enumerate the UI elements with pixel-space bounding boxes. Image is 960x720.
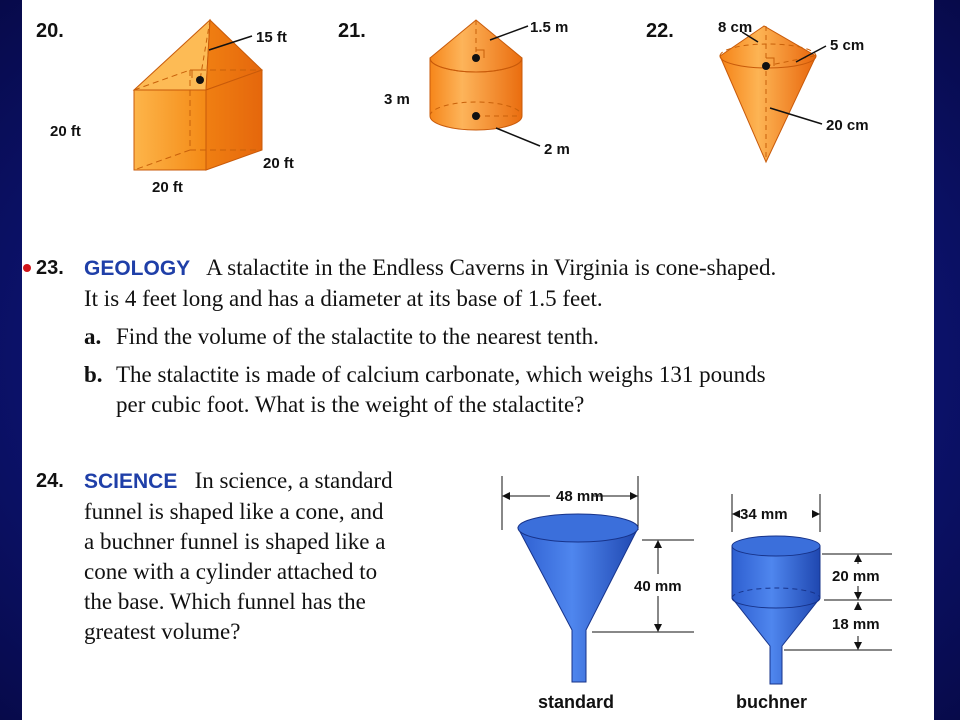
- figure-22-double-cone: [694, 16, 894, 176]
- problem-24-number: 24.: [36, 470, 64, 492]
- figure-22-number: 22.: [646, 20, 674, 42]
- label-8cm: 8 cm: [718, 19, 753, 36]
- problem-24-line4: cone with a cylinder attached to: [84, 559, 378, 584]
- label-20cm: 20 cm: [826, 117, 869, 134]
- figure-20-prism-pyramid: [50, 18, 342, 218]
- label-20ft-height: 20 ft: [50, 123, 81, 140]
- problem-24-line6: greatest volume?: [84, 619, 241, 644]
- caption-buchner: buchner: [736, 692, 808, 712]
- problem-24-line2: funnel is shaped like a cone, and: [84, 499, 384, 524]
- part-b-line2: per cubic foot. What is the weight of the stalactite?: [116, 392, 585, 417]
- label-20mm: 20 mm: [832, 568, 880, 585]
- problem-24-line1: In science, a standard: [194, 468, 393, 493]
- label-20ft-depth: 20 ft: [263, 155, 294, 172]
- label-1-5m: 1.5 m: [530, 19, 569, 36]
- problem-24-text: [84, 466, 484, 647]
- bullet-dot-icon: [22, 263, 32, 273]
- part-a-label: a.: [84, 324, 102, 349]
- label-3m: 3 m: [384, 91, 410, 108]
- problem-24-line5: the base. Which funnel has the: [84, 589, 366, 614]
- label-18mm: 18 mm: [832, 616, 880, 633]
- problem-23-line1: A stalactite in the Endless Caverns in Virginia is cone-shaped.: [206, 255, 777, 280]
- part-b-label: b.: [84, 362, 103, 387]
- caption-standard: standard: [538, 692, 615, 712]
- problem-24-line3: a buchner funnel is shaped like a: [84, 529, 386, 554]
- figure-21-cylinder-cone: [384, 16, 570, 176]
- label-15ft: 15 ft: [256, 29, 287, 46]
- problem-23-line2: It is 4 feet long and has a diameter at its base of 1.5 feet.: [84, 286, 603, 311]
- problem-24-topic: SCIENCE: [84, 470, 178, 493]
- problem-23-topic: GEOLOGY: [84, 257, 191, 280]
- part-b-text: [116, 360, 934, 420]
- label-5cm: 5 cm: [830, 37, 865, 54]
- part-a-text: Find the volume of the stalactite to the nearest tenth.: [116, 324, 599, 349]
- label-34mm: 34 mm: [740, 506, 788, 523]
- problem-23-text: [84, 253, 934, 314]
- funnels-diagram: [492, 470, 892, 720]
- label-20ft-width: 20 ft: [152, 179, 183, 196]
- figure-20-number: 20.: [36, 20, 64, 42]
- textbook-page: [22, 0, 934, 720]
- label-40mm: 40 mm: [634, 578, 682, 595]
- label-48mm: 48 mm: [556, 488, 604, 505]
- figure-21-number: 21.: [338, 20, 366, 42]
- problem-23-number: 23.: [36, 257, 64, 279]
- label-2m: 2 m: [544, 141, 570, 158]
- part-b-line1: The stalactite is made of calcium carbonate, which weighs 131 pounds: [116, 362, 766, 387]
